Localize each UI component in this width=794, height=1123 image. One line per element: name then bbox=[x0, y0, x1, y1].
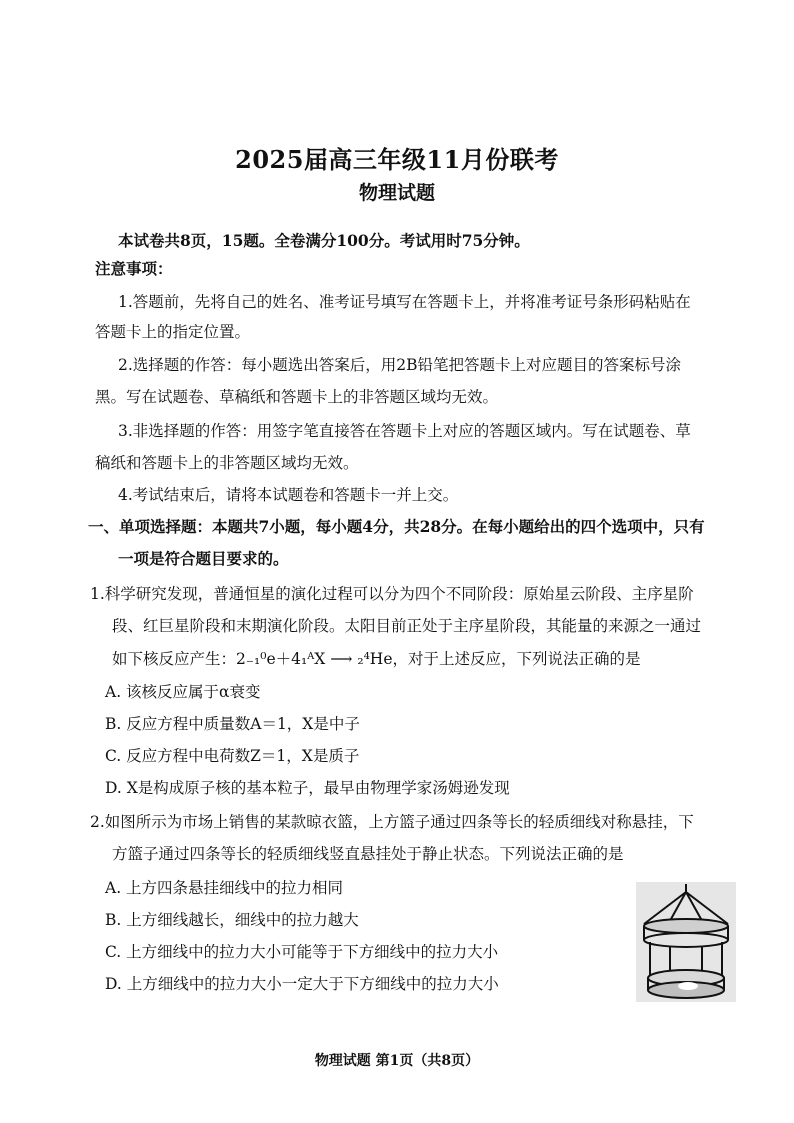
question-2-stem: 2.如图所示为市场上销售的某款晾衣篮，上方篮子通过四条等长的轻质细线对称悬挂，下 bbox=[90, 813, 694, 831]
hanging-basket-figure bbox=[636, 882, 736, 1002]
notice-heading: 注意事项： bbox=[95, 259, 173, 278]
section-heading-cont: 一项是符合题目要求的。 bbox=[118, 549, 289, 568]
exam-title: 2025届高三年级11月份联考 bbox=[235, 145, 559, 174]
notice-line: 2.选择题的作答：每小题选出答案后，用2B铅笔把答题卡上对应题目的答案标号涂 bbox=[118, 356, 682, 374]
option-a: A. 上方四条悬挂细线中的拉力相同 bbox=[105, 879, 344, 897]
option-a: A. 该核反应属于α衰变 bbox=[105, 683, 261, 701]
notice-line: 黑。写在试题卷、草稿纸和答题卡上的非答题区域均无效。 bbox=[95, 388, 499, 406]
option-c: C. 上方细线中的拉力大小可能等于下方细线中的拉力大小 bbox=[105, 943, 499, 961]
option-d: D. X是构成原子核的基本粒子，最早由物理学家汤姆逊发现 bbox=[105, 779, 510, 797]
question-1-stem: 段、红巨星阶段和末期演化阶段。太阳目前正处于主序星阶段，其能量的来源之一通过 bbox=[112, 617, 702, 635]
question-1-stem: 1.科学研究发现，普通恒星的演化过程可以分为四个不同阶段：原始星云阶段、主序星阶 bbox=[90, 585, 694, 603]
option-c: C. 反应方程中电荷数Z＝1，X是质子 bbox=[105, 747, 360, 765]
section-heading: 一、单项选择题：本题共7小题，每小题4分，共28分。在每小题给出的四个选项中，只有 bbox=[88, 517, 705, 536]
exam-intro: 本试卷共8页，15题。全卷满分100分。考试用时75分钟。 bbox=[118, 231, 530, 250]
question-1-stem: 如下核反应产生：2₋₁⁰e＋4₁ᴬX ⟶ ₂⁴He，对于上述反应，下列说法正确的是 bbox=[112, 650, 641, 668]
page-footer: 物理试题 第1页（共8页） bbox=[314, 1053, 480, 1069]
notice-line: 1.答题前，先将自己的姓名、准考证号填写在答题卡上，并将准考证号条形码粘贴在 bbox=[118, 293, 691, 311]
notice-line: 答题卡上的指定位置。 bbox=[95, 323, 251, 341]
notice-line: 稿纸和答题卡上的非答题区域均无效。 bbox=[95, 454, 359, 472]
question-2-stem: 方篮子通过四条等长的轻质细线竖直悬挂处于静止状态。下列说法正确的是 bbox=[112, 845, 624, 863]
notice-line: 4.考试结束后，请将本试题卷和答题卡一并上交。 bbox=[118, 486, 459, 504]
option-d: D. 上方细线中的拉力大小一定大于下方细线中的拉力大小 bbox=[105, 975, 499, 993]
exam-subtitle: 物理试题 bbox=[358, 182, 435, 204]
basket-illustration bbox=[636, 882, 736, 1002]
option-b: B. 上方细线越长，细线中的拉力越大 bbox=[105, 911, 359, 929]
option-b: B. 反应方程中质量数A＝1，X是中子 bbox=[105, 715, 360, 733]
notice-line: 3.非选择题的作答：用签字笔直接答在答题卡上对应的答题区域内。写在试题卷、草 bbox=[118, 422, 691, 440]
